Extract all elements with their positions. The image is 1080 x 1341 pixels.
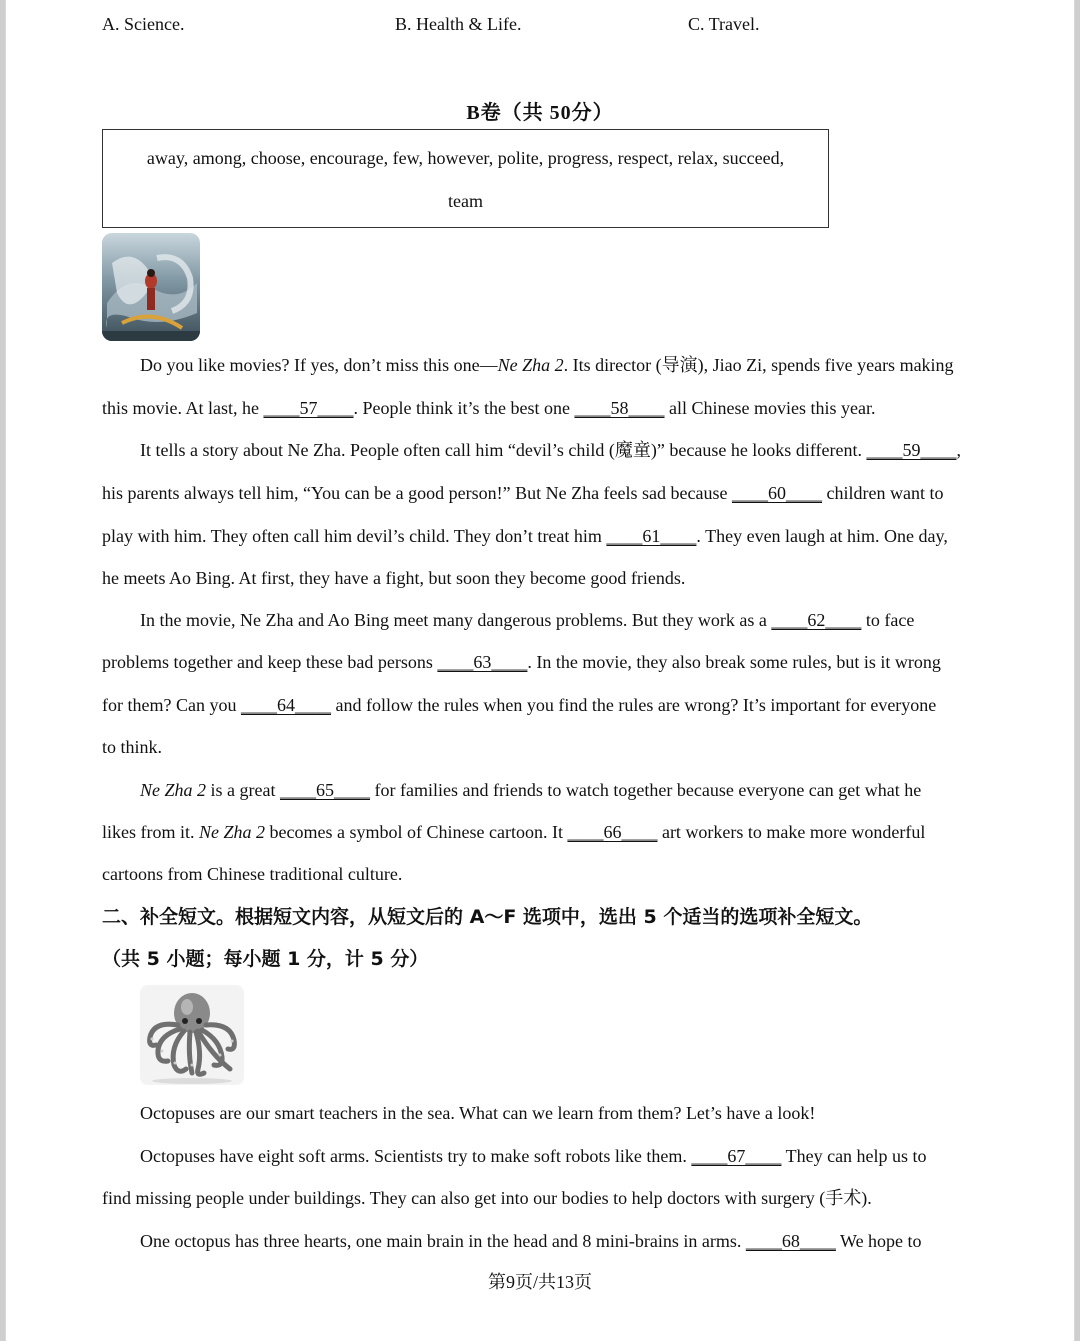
option-a: A. Science. xyxy=(102,14,185,34)
p4-line-2: likes from it. Ne Zha 2 becomes a symbol of Chinese cartoon. It ____66____ art workers to make more wonderful xyxy=(102,822,926,842)
p3-line-1: In the movie, Ne Zha and Ao Bing meet many dangerous problems. But they work as a ____62____ to face xyxy=(140,610,915,630)
octo-p2-line-1: Octopuses have eight soft arms. Scientists try to make soft robots like them. ____67____ They can help us to xyxy=(140,1146,927,1166)
p2-line-4: he meets Ao Bing. At first, they have a fight, but soon they become good friends. xyxy=(102,568,686,588)
blank-59[interactable]: ____59____ xyxy=(866,440,957,460)
blank-66[interactable]: ____66____ xyxy=(567,822,658,842)
octopus-image xyxy=(140,985,244,1085)
word-bank-line-1: away, among, choose, encourage, few, however, polite, progress, respect, relax, succeed, xyxy=(146,148,785,168)
blank-68[interactable]: ____68____ xyxy=(745,1231,836,1251)
ne-zha-poster-image xyxy=(102,233,200,341)
blank-65[interactable]: ____65____ xyxy=(279,780,370,800)
p4-line-1: Ne Zha 2 is a great ____65____ for families and friends to watch together because everyone can get what he xyxy=(140,780,922,800)
word-bank-line-2: team xyxy=(448,191,483,211)
p2-line-2: his parents always tell him, “You can be a good person!” But Ne Zha feels sad because ____60____ children want to xyxy=(102,483,944,503)
octo-p2-line-2: find missing people under buildings. They can also get into our bodies to help doctors with surgery (手术). xyxy=(102,1188,872,1208)
word-bank-box xyxy=(102,129,829,228)
blank-57[interactable]: ____57____ xyxy=(263,398,354,418)
p4-line-3: cartoons from Chinese traditional culture. xyxy=(102,864,403,884)
octo-p1: Octopuses are our smart teachers in the sea. What can we learn from them? Let’s have a look! xyxy=(140,1103,816,1123)
option-c: C. Travel. xyxy=(688,14,760,34)
page-right-edge xyxy=(1074,0,1080,1341)
blank-62[interactable]: ____62____ xyxy=(771,610,862,630)
part2-heading-line-2: （共 5 小题；每小题 1 分，计 5 分） xyxy=(102,948,429,970)
p3-line-2: problems together and keep these bad persons ____63____. In the movie, they also break some rules, but is it wrong xyxy=(102,652,941,672)
option-b: B. Health & Life. xyxy=(395,14,522,34)
p2-line-1: It tells a story about Ne Zha. People often call him “devil’s child (魔童)” because he looks different. ____59____, xyxy=(140,440,961,460)
p2-line-3: play with him. They often call him devil’s child. They don’t treat him ____61____. They even laugh at him. One day, xyxy=(102,526,948,546)
p3-line-3: for them? Can you ____64____ and follow the rules when you find the rules are wrong? It’s important for everyone xyxy=(102,695,937,715)
section-b-title: B卷（共 50分） xyxy=(466,102,614,124)
p1-line-2: this movie. At last, he ____57____. People think it’s the best one ____58____ all Chinese movies this year. xyxy=(102,398,876,418)
page-number: 第9页/共13页 xyxy=(487,1272,592,1292)
part2-heading-line-1: 二、补全短文。根据短文内容，从短文后的 A～F 选项中，选出 5 个适当的选项补全短文。 xyxy=(102,906,873,928)
blank-60[interactable]: ____60____ xyxy=(732,483,822,503)
p1-line-1: Do you like movies? If yes, don’t miss this one—Ne Zha 2. Its director (导演), Jiao Zi, spends five years making xyxy=(140,355,954,375)
blank-61[interactable]: ____61____ xyxy=(606,526,697,546)
octo-p3-line-1: One octopus has three hearts, one main brain in the head and 8 mini-brains in arms. ____68____ We hope to xyxy=(140,1231,922,1251)
blank-64[interactable]: ____64____ xyxy=(240,695,331,715)
blank-63[interactable]: ____63____ xyxy=(437,652,528,672)
blank-58[interactable]: ____58____ xyxy=(574,398,665,418)
blank-67[interactable]: ____67____ xyxy=(691,1146,782,1166)
p3-line-4: to think. xyxy=(102,737,163,757)
